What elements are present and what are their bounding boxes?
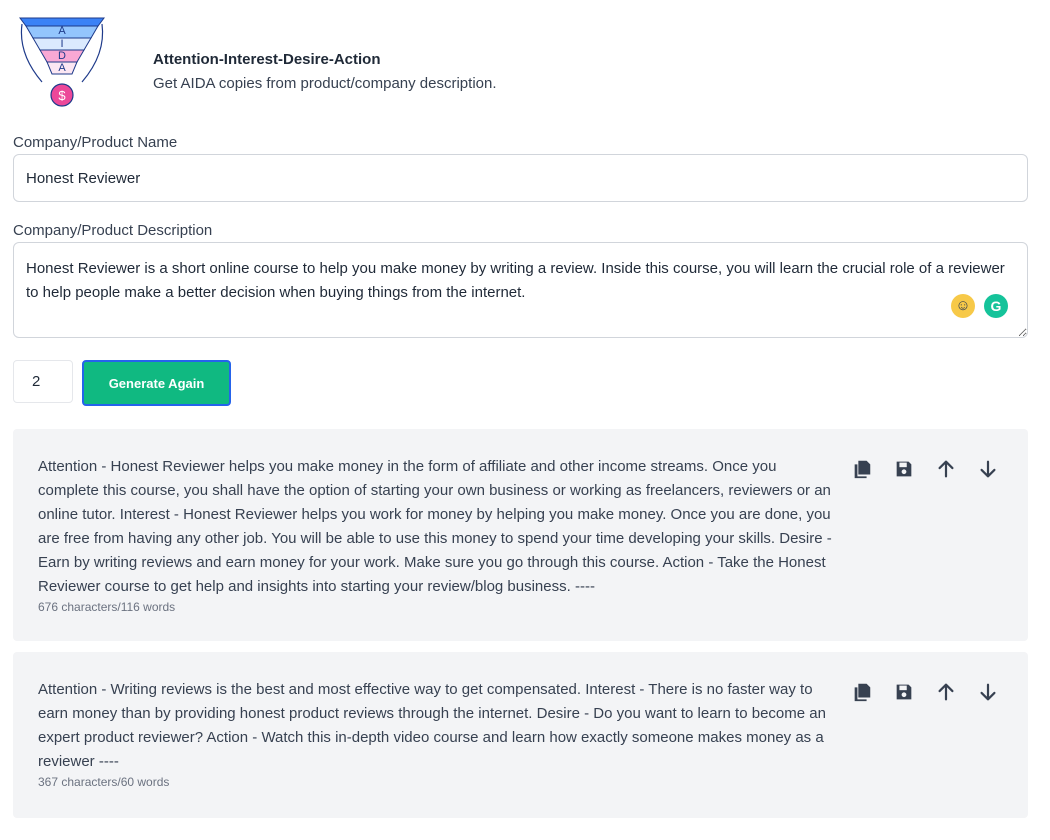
arrow-down-icon[interactable] — [977, 458, 999, 480]
hugging-face-icon[interactable]: ☺ — [951, 294, 975, 318]
name-field-label: Company/Product Name — [13, 134, 178, 151]
logo-letter-d: D — [58, 50, 66, 62]
save-icon[interactable] — [893, 681, 915, 703]
company-name-input[interactable] — [13, 154, 1028, 202]
result-text: Attention - Writing reviews is the best and most effective way to get compensated. Interest - There is no faster way to earn money than by providing honest product reviews through the internet. Desire - Do you want to learn to become an expert product reviewer? Action - Watch this in-depth video course and learn how exactly someone makes money as a reviewer ---- — [38, 681, 826, 770]
arrow-up-icon[interactable] — [935, 458, 957, 480]
company-description-textarea[interactable] — [13, 242, 1028, 338]
copy-icon[interactable] — [851, 458, 873, 480]
result-actions — [851, 681, 1001, 703]
result-meta: 676 characters/116 words — [38, 600, 176, 614]
save-icon[interactable] — [893, 458, 915, 480]
tool-subtitle: Get AIDA copies from product/company description. — [153, 75, 497, 92]
logo-dollar: $ — [58, 88, 66, 103]
extension-icons — [951, 294, 1011, 320]
arrow-down-icon[interactable] — [977, 681, 999, 703]
result-card — [13, 652, 1028, 818]
result-actions — [851, 458, 1001, 480]
tool-title: Attention-Interest-Desire-Action — [153, 51, 381, 68]
logo-letter-i: I — [60, 38, 64, 50]
description-field-label: Company/Product Description — [13, 222, 213, 239]
copy-icon[interactable] — [851, 681, 873, 703]
result-card — [13, 429, 1028, 641]
result-meta: 367 characters/60 words — [38, 775, 170, 789]
grammarly-icon[interactable]: G — [984, 294, 1008, 318]
arrow-up-icon[interactable] — [935, 681, 957, 703]
aida-funnel-logo-icon — [18, 14, 108, 110]
copies-count-input[interactable] — [13, 360, 73, 403]
logo-letter-a2: A — [58, 62, 66, 74]
logo-letter-a: A — [58, 25, 66, 37]
tool-header — [18, 14, 1018, 114]
result-text: Attention - Honest Reviewer helps you make money in the form of affiliate and other income streams. Once you complete this course, you shall have the option of starting your own business or working as freelancers, reviewers or an online tutor. Interest - Honest Reviewer helps you work for money by helping you make money. Once you are done, you are free from having any other job. You will be able to use this money to spend your time developing your skills. Desire - Earn by writing reviews and earn money for your work. Make sure you go through this course. Action - Take the Honest Reviewer course to get help and insights into starting your review/blog business. ---- — [38, 458, 832, 595]
generate-again-button[interactable]: Generate Again — [82, 360, 231, 406]
